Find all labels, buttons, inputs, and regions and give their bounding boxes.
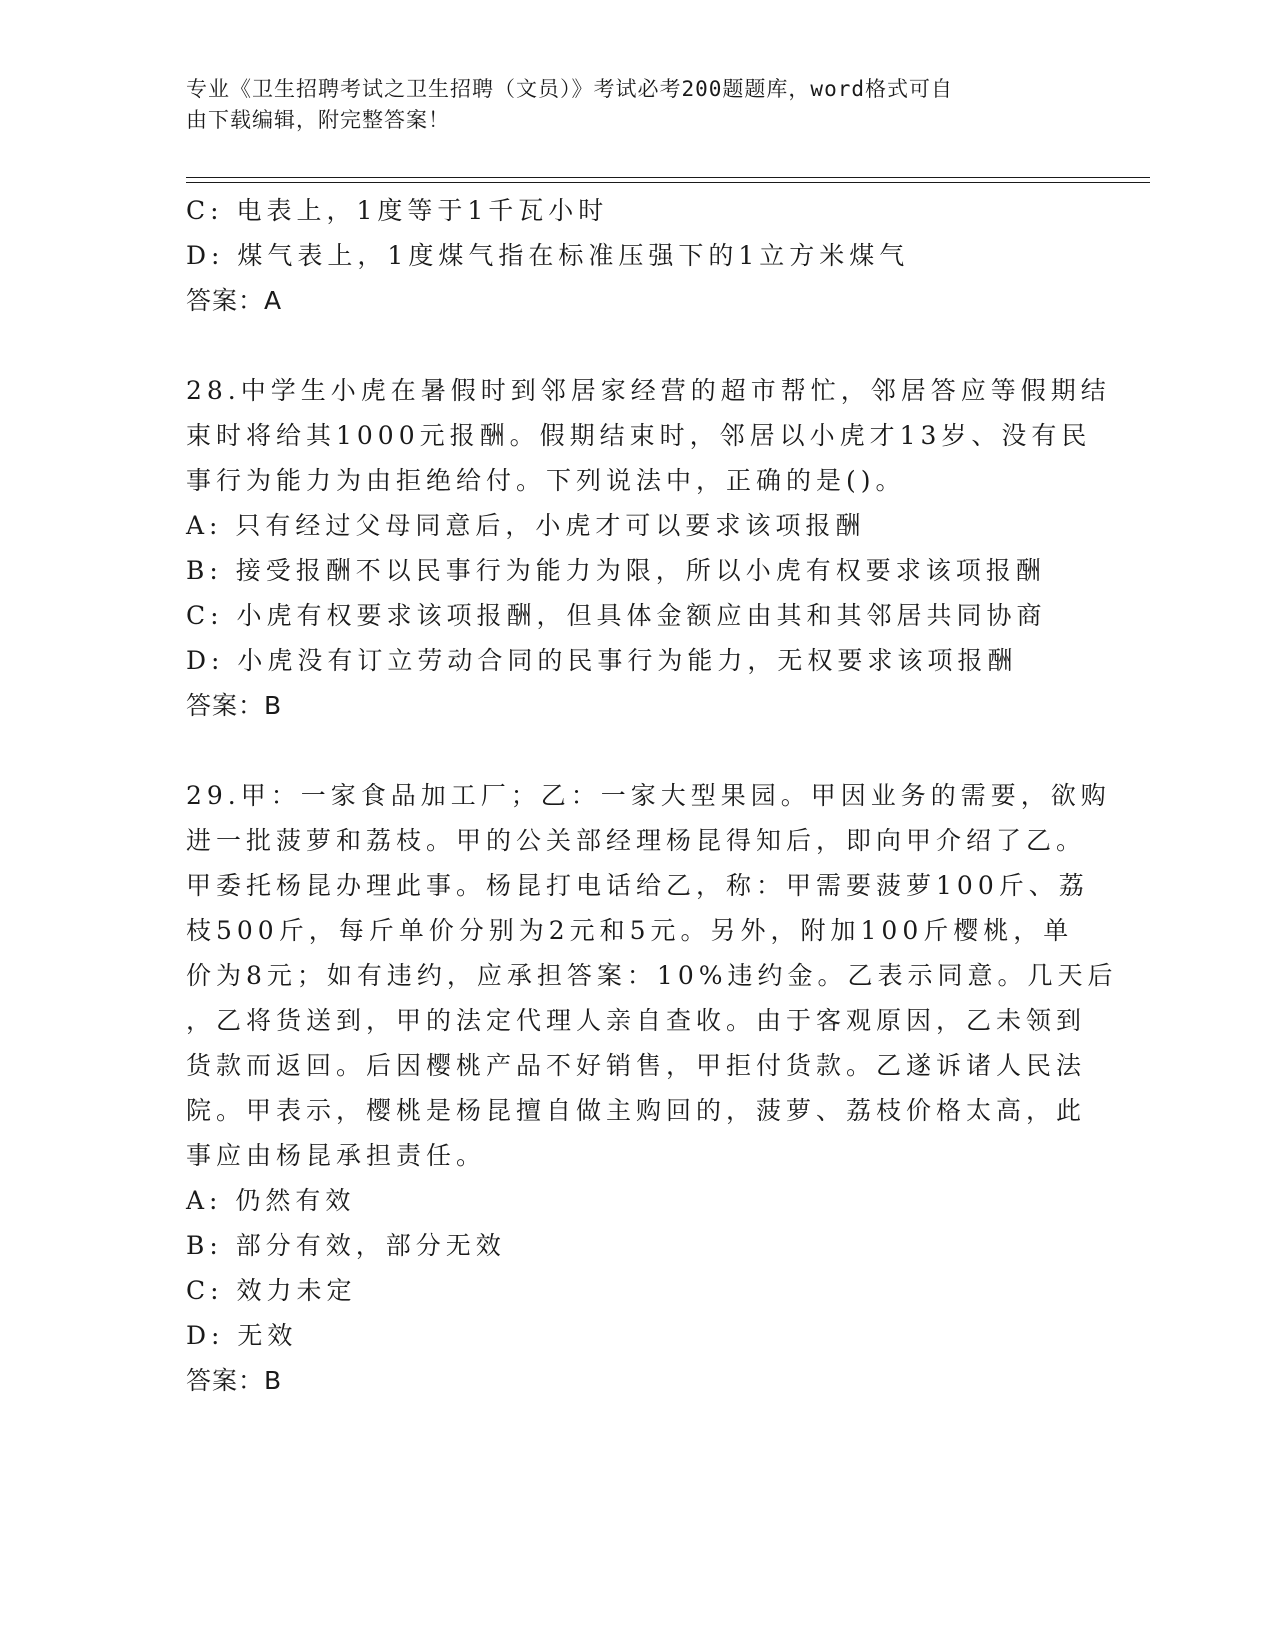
q27-option-c: C: 电表上，1度等于1千瓦小时	[186, 196, 609, 225]
q29-option-a: A: 仍然有效	[186, 1186, 356, 1215]
q29-stem-line: ，乙将货送到，甲的法定代理人亲自查收。由于客观原因，乙未领到	[186, 1006, 1087, 1035]
q27-option-d: D: 煤气表上，1度煤气指在标准压强下的1立方米煤气	[186, 241, 910, 270]
q28-stem-line: 事行为能力为由拒绝给付。下列说法中，正确的是()。	[186, 466, 906, 495]
header-line-2: 由下载编辑，附完整答案！	[186, 108, 450, 132]
q29-stem	[186, 773, 1118, 1178]
q29-stem-line: 事应由杨昆承担责任。	[186, 1141, 487, 1170]
q29-stem-line: 甲委托杨昆办理此事。杨昆打电话给乙，称：甲需要菠萝100斤、荔	[186, 871, 1089, 900]
q29-option-c: C: 效力未定	[186, 1276, 357, 1305]
q28-stem-line: 束时将给其1000元报酬。假期结束时，邻居以小虎才13岁、没有民	[186, 421, 1092, 450]
q29-stem-line: 29.甲：一家食品加工厂；乙：一家大型果园。甲因业务的需要，欲购	[186, 781, 1111, 810]
q28-answer: 答案：B	[186, 691, 283, 720]
q27-answer: 答案：A	[186, 286, 283, 315]
q29-option-b: B: 部分有效，部分无效	[186, 1231, 506, 1260]
question-content	[186, 188, 1118, 1403]
header-divider-bottom	[186, 182, 1150, 183]
spacer	[186, 323, 1086, 368]
q28-option-d: D: 小虎没有订立劳动合同的民事行为能力，无权要求该项报酬	[186, 646, 1018, 675]
q29-answer: 答案：B	[186, 1366, 283, 1395]
q28-stem-line: 28.中学生小虎在暑假时到邻居家经营的超市帮忙，邻居答应等假期结	[186, 376, 1111, 405]
document-header	[186, 74, 1066, 136]
q29-stem-line: 院。甲表示，樱桃是杨昆擅自做主购回的，菠萝、荔枝价格太高，此	[186, 1096, 1087, 1125]
header-divider-top	[186, 177, 1150, 178]
header-line-1: 专业《卫生招聘考试之卫生招聘（文员）》考试必考200题题库，word格式可自	[186, 77, 953, 101]
q29-stem-line: 枝500斤，每斤单价分别为2元和5元。另外，附加100斤樱桃，单	[186, 916, 1074, 945]
spacer	[186, 728, 1086, 773]
q29-stem-line: 进一批菠萝和荔枝。甲的公关部经理杨昆得知后，即向甲介绍了乙。	[186, 826, 1087, 855]
q28-stem	[186, 368, 1111, 503]
q28-option-b: B: 接受报酬不以民事行为能力为限，所以小虎有权要求该项报酬	[186, 556, 1046, 585]
q28-option-c: C: 小虎有权要求该项报酬，但具体金额应由其和其邻居共同协商	[186, 601, 1047, 630]
q29-stem-line: 货款而返回。后因樱桃产品不好销售，甲拒付货款。乙遂诉诸人民法	[186, 1051, 1087, 1080]
q29-option-d: D: 无效	[186, 1321, 298, 1350]
q29-stem-line: 价为8元；如有违约，应承担答案：10%违约金。乙表示同意。几天后	[186, 961, 1118, 990]
q28-option-a: A: 只有经过父母同意后，小虎才可以要求该项报酬	[186, 511, 866, 540]
